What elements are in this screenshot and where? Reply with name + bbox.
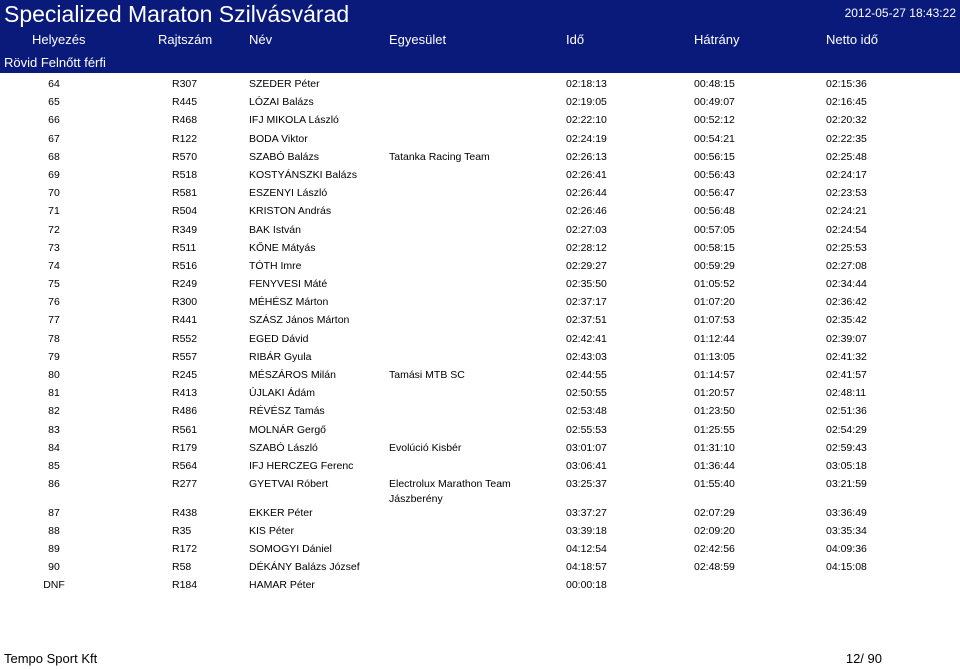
bib-cell: R561 [172, 423, 198, 436]
net-time-cell: 02:27:08 [826, 259, 867, 272]
footer [0, 648, 960, 669]
column-header-netto: Netto idő [826, 32, 879, 47]
table-row [0, 330, 960, 348]
table-row [0, 166, 960, 184]
net-time-cell: 02:25:48 [826, 150, 867, 163]
name-cell: EKKER Péter [249, 506, 313, 519]
net-time-cell: 02:54:29 [826, 423, 867, 436]
gap-cell: 00:57:05 [694, 223, 735, 236]
position-cell: 64 [48, 78, 60, 90]
name-cell: KOSTYÁNSZKI Balázs [249, 168, 357, 181]
gap-cell: 01:55:40 [694, 478, 735, 491]
time-cell: 02:43:03 [566, 350, 607, 363]
gap-cell: 02:42:56 [694, 543, 735, 555]
gap-cell: 01:14:57 [694, 369, 735, 381]
net-time-cell: 02:36:42 [826, 296, 867, 309]
gap-cell: 02:48:59 [694, 561, 735, 574]
name-cell: BAK István [249, 223, 301, 236]
position-cell: 74 [48, 259, 60, 272]
name-cell: EGED Dávid [249, 332, 309, 345]
bib-cell: R245 [172, 369, 198, 381]
gap-cell: 01:07:53 [694, 314, 735, 327]
position-cell: 65 [48, 96, 60, 109]
bib-cell: R486 [172, 405, 198, 418]
name-cell: KRISTON András [249, 205, 332, 218]
table-row [0, 457, 960, 475]
name-cell: SZABÓ Balázs [249, 150, 320, 163]
name-cell: SZÁSZ János Márton [249, 314, 350, 327]
time-cell: 02:53:48 [566, 405, 607, 418]
name-cell: SZEDER Péter [249, 78, 320, 90]
gap-cell: 01:25:55 [694, 423, 735, 436]
name-cell: KIS Péter [249, 524, 294, 537]
category-bar [0, 52, 960, 73]
net-time-cell: 02:35:42 [826, 314, 867, 327]
net-time-cell: 02:51:36 [826, 405, 867, 418]
name-cell: RIBÁR Gyula [249, 350, 312, 363]
time-cell: 03:39:18 [566, 524, 607, 537]
table-row [0, 421, 960, 439]
title-bar [0, 0, 960, 29]
name-cell: ESZENYI László [249, 187, 328, 200]
club-cell: Tamási MTB SC [389, 369, 465, 381]
club-cell: Tatanka Racing Team [389, 150, 490, 163]
net-time-cell: 02:25:53 [826, 241, 867, 254]
column-header-hatrany: Hátrány [694, 32, 740, 47]
table-row [0, 148, 960, 166]
gap-cell: 01:23:50 [694, 405, 735, 418]
time-cell: 00:00:18 [566, 579, 607, 592]
time-cell: 02:42:41 [566, 332, 607, 345]
club-cell: Electrolux Marathon Team Jászberény [389, 478, 511, 506]
position-cell: 90 [48, 561, 60, 574]
position-cell: 80 [48, 369, 60, 381]
table-row [0, 384, 960, 402]
table-row [0, 504, 960, 522]
position-cell: 75 [48, 278, 60, 291]
name-cell: SOMOGYI Dániel [249, 543, 332, 555]
time-cell: 02:37:51 [566, 314, 607, 327]
table-row [0, 366, 960, 384]
gap-cell: 00:56:43 [694, 168, 735, 181]
time-cell: 02:35:50 [566, 278, 607, 291]
position-cell: 72 [48, 223, 60, 236]
position-cell: 83 [48, 423, 60, 436]
table-row [0, 475, 960, 504]
net-time-cell: 02:15:36 [826, 78, 867, 90]
position-cell: 70 [48, 187, 60, 200]
name-cell: MÉHÉSZ Márton [249, 296, 329, 309]
table-row [0, 75, 960, 93]
net-time-cell: 02:34:44 [826, 278, 867, 291]
gap-cell: 00:54:21 [694, 132, 735, 145]
bib-cell: R557 [172, 350, 198, 363]
name-cell: IFJ HERCZEG Ferenc [249, 459, 354, 472]
name-cell: DÉKÁNY Balázs József [249, 561, 360, 574]
page-title: Specialized Maraton Szilvásvárad [4, 1, 350, 27]
bib-cell: R504 [172, 205, 198, 218]
position-cell: 87 [48, 506, 60, 519]
bib-cell: R277 [172, 478, 198, 491]
table-row [0, 402, 960, 420]
time-cell: 02:26:41 [566, 168, 607, 181]
bib-cell: R518 [172, 168, 198, 181]
net-time-cell: 04:15:08 [826, 561, 867, 574]
bib-cell: R413 [172, 387, 198, 400]
bib-cell: R438 [172, 506, 198, 519]
name-cell: IFJ MIKOLA László [249, 114, 339, 127]
time-cell: 02:27:03 [566, 223, 607, 236]
bib-cell: R511 [172, 241, 197, 254]
club-cell: Evolúció Kisbér [389, 441, 462, 454]
bib-cell: R307 [172, 78, 198, 90]
gap-cell: 01:36:44 [694, 459, 735, 472]
net-time-cell: 03:36:49 [826, 506, 867, 519]
column-header-bar [0, 29, 960, 52]
bib-cell: R35 [172, 524, 192, 537]
bib-cell: R172 [172, 543, 198, 555]
page-number: 12/ 90 [845, 651, 882, 666]
name-cell: KŐNE Mátyás [249, 241, 316, 254]
position-cell: 81 [48, 387, 60, 400]
timestamp: 2012-05-27 18:43:22 [844, 6, 956, 20]
gap-cell: 00:56:15 [694, 150, 735, 163]
name-cell: SZABÓ László [249, 441, 318, 454]
gap-cell: 00:52:12 [694, 114, 735, 127]
table-row [0, 293, 960, 311]
table-row [0, 576, 960, 594]
name-cell: RÉVÉSZ Tamás [249, 405, 325, 418]
bib-cell: R249 [172, 278, 198, 291]
table-row [0, 348, 960, 366]
table-row [0, 184, 960, 202]
net-time-cell: 02:59:43 [826, 441, 867, 454]
column-header-ido: Idő [566, 32, 585, 47]
table-row [0, 202, 960, 220]
gap-cell: 01:31:10 [694, 441, 735, 454]
gap-cell: 01:12:44 [694, 332, 735, 345]
time-cell: 02:26:46 [566, 205, 607, 218]
net-time-cell: 02:22:35 [826, 132, 867, 145]
table-row [0, 275, 960, 293]
net-time-cell: 02:24:21 [826, 205, 867, 218]
bib-cell: R441 [172, 314, 198, 327]
table-row [0, 522, 960, 540]
gap-cell: 01:20:57 [694, 387, 735, 400]
table-row [0, 540, 960, 558]
name-cell: GYETVAI Róbert [249, 478, 329, 491]
time-cell: 02:18:13 [566, 78, 607, 90]
results-table [0, 75, 960, 595]
time-cell: 02:19:05 [566, 96, 607, 109]
position-cell: 84 [48, 441, 60, 454]
bib-cell: R445 [172, 96, 198, 109]
name-cell: MÉSZÁROS Milán [249, 369, 336, 381]
gap-cell: 00:59:29 [694, 259, 735, 272]
position-cell: 88 [48, 524, 60, 537]
table-row [0, 439, 960, 457]
time-cell: 03:01:07 [566, 441, 607, 454]
time-cell: 03:37:27 [566, 506, 607, 519]
position-cell: 85 [48, 459, 60, 472]
table-row [0, 558, 960, 576]
net-time-cell: 04:09:36 [826, 543, 867, 555]
net-time-cell: 03:35:34 [826, 524, 867, 537]
net-time-cell: 02:39:07 [826, 332, 867, 345]
time-cell: 02:50:55 [566, 387, 607, 400]
table-row [0, 93, 960, 111]
time-cell: 02:26:44 [566, 187, 607, 200]
net-time-cell: 02:24:54 [826, 223, 867, 236]
position-cell: 82 [48, 405, 60, 418]
column-header-nev: Név [249, 32, 273, 47]
time-cell: 02:37:17 [566, 296, 607, 309]
table-row [0, 257, 960, 275]
net-time-cell: 02:48:11 [826, 387, 867, 400]
time-cell: 02:29:27 [566, 259, 607, 272]
time-cell: 03:06:41 [566, 459, 607, 472]
bib-cell: R552 [172, 332, 198, 345]
column-header-helyezes: Helyezés [32, 32, 86, 47]
net-time-cell: 03:21:59 [826, 478, 867, 491]
gap-cell: 00:49:07 [694, 96, 735, 109]
gap-cell: 01:05:52 [694, 278, 735, 291]
category-label: Rövid Felnőtt férfi [4, 55, 106, 70]
bib-cell: R516 [172, 259, 198, 272]
net-time-cell: 02:20:32 [826, 114, 867, 127]
position-cell: 73 [48, 241, 60, 254]
name-cell: FENYVESI Máté [249, 278, 328, 291]
bib-cell: R184 [172, 579, 198, 592]
position-cell: 78 [48, 332, 60, 345]
net-time-cell: 03:05:18 [826, 459, 867, 472]
table-row [0, 221, 960, 239]
time-cell: 02:44:55 [566, 369, 607, 381]
time-cell: 04:18:57 [566, 561, 607, 574]
bib-cell: R468 [172, 114, 198, 127]
table-row [0, 111, 960, 129]
gap-cell: 02:07:29 [694, 506, 735, 519]
position-cell: 89 [48, 543, 60, 555]
name-cell: TÓTH Imre [249, 259, 302, 272]
position-cell: 86 [48, 478, 60, 491]
time-cell: 03:25:37 [566, 478, 607, 491]
gap-cell: 00:56:48 [694, 205, 735, 218]
gap-cell: 02:09:20 [694, 524, 735, 537]
net-time-cell: 02:41:57 [826, 369, 867, 381]
position-cell: 76 [48, 296, 60, 309]
position-cell: 66 [48, 114, 60, 127]
time-cell: 02:24:19 [566, 132, 607, 145]
gap-cell: 01:07:20 [694, 296, 735, 309]
net-time-cell: 02:23:53 [826, 187, 867, 200]
position-cell: 69 [48, 168, 60, 181]
column-header-rajtszam: Rajtszám [158, 32, 213, 47]
net-time-cell: 02:41:32 [826, 350, 867, 363]
bib-cell: R564 [172, 459, 198, 472]
name-cell: BODA Viktor [249, 132, 308, 145]
bib-cell: R581 [172, 187, 198, 200]
gap-cell: 00:48:15 [694, 78, 735, 90]
position-cell: DNF [43, 579, 65, 592]
gap-cell: 00:58:15 [694, 241, 735, 254]
time-cell: 02:28:12 [566, 241, 607, 254]
name-cell: LÓZAI Balázs [249, 96, 314, 109]
net-time-cell: 02:24:17 [826, 168, 867, 181]
name-cell: ÚJLAKI Ádám [249, 387, 315, 400]
company-name: Tempo Sport Kft [4, 651, 98, 666]
bib-cell: R300 [172, 296, 198, 309]
time-cell: 02:55:53 [566, 423, 607, 436]
table-row [0, 311, 960, 329]
name-cell: HAMAR Péter [249, 579, 315, 592]
position-cell: 67 [48, 132, 60, 145]
table-row [0, 130, 960, 148]
time-cell: 02:26:13 [566, 150, 607, 163]
gap-cell: 01:13:05 [694, 350, 735, 363]
position-cell: 68 [48, 150, 60, 163]
bib-cell: R349 [172, 223, 198, 236]
time-cell: 02:22:10 [566, 114, 607, 127]
position-cell: 71 [48, 205, 60, 218]
name-cell: MOLNÁR Gergő [249, 423, 327, 436]
bib-cell: R122 [172, 132, 198, 145]
gap-cell: 00:56:47 [694, 187, 735, 200]
time-cell: 04:12:54 [566, 543, 607, 555]
bib-cell: R58 [172, 561, 192, 574]
bib-cell: R570 [172, 150, 198, 163]
position-cell: 79 [48, 350, 60, 363]
bib-cell: R179 [172, 441, 198, 454]
table-row [0, 239, 960, 257]
position-cell: 77 [48, 314, 60, 327]
column-header-egyesulet: Egyesület [389, 32, 447, 47]
net-time-cell: 02:16:45 [826, 96, 867, 109]
